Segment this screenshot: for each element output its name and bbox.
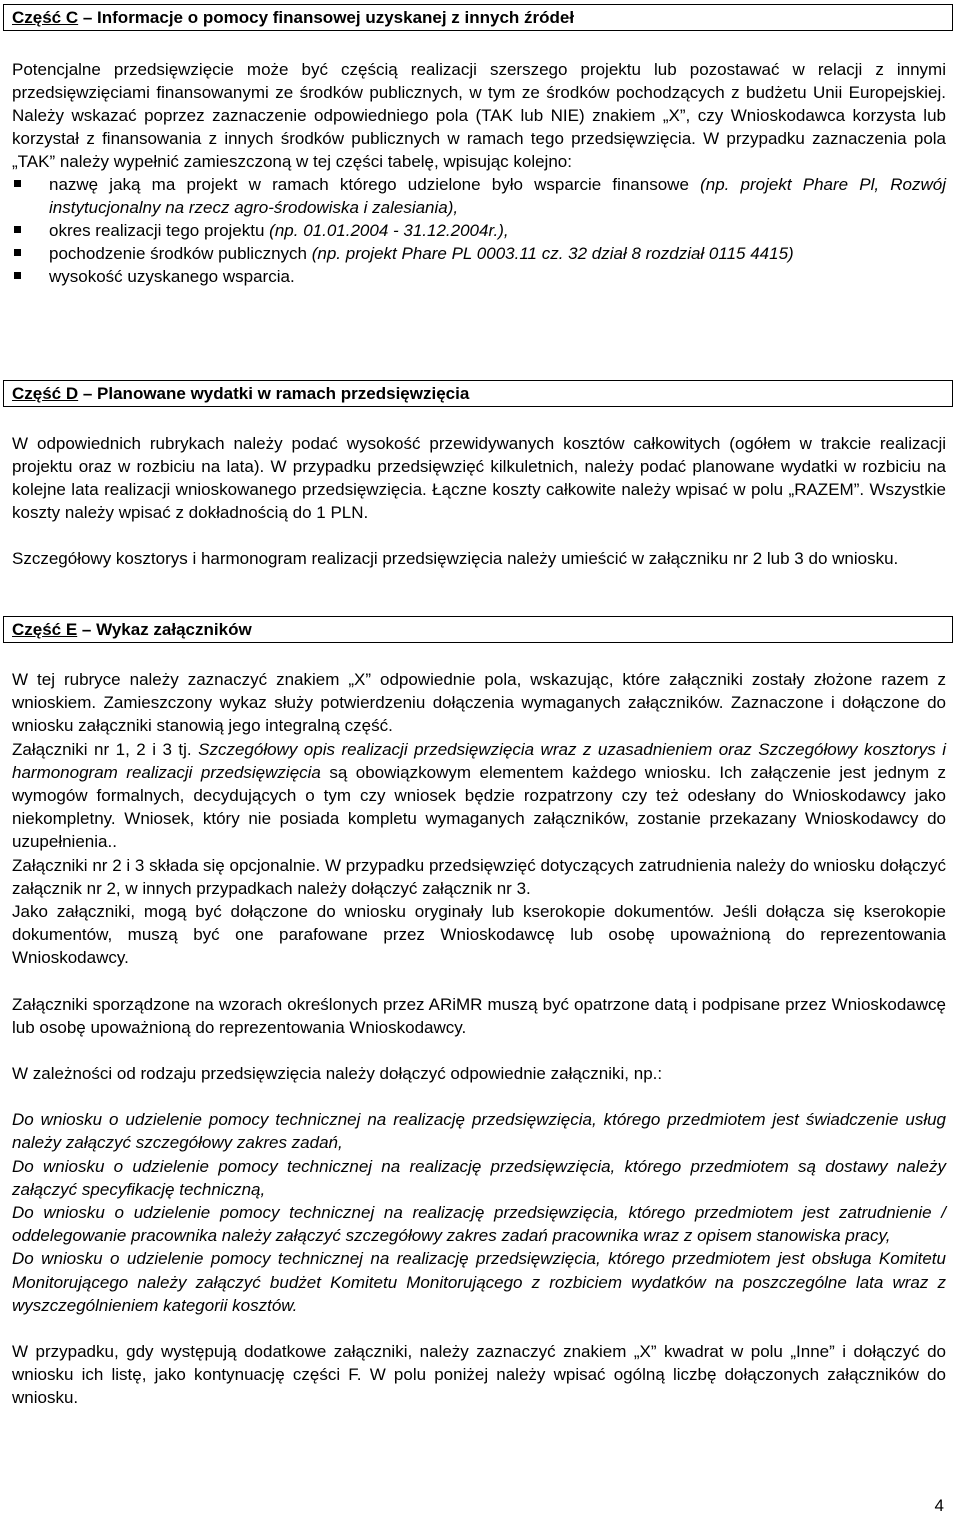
bullet-item bbox=[12, 173, 946, 219]
section-d-title: – Planowane wydatki w ramach przedsięwzięcia bbox=[78, 384, 470, 403]
section-c-header bbox=[3, 4, 953, 31]
attachments-intro: Załączniki nr 1, 2 i 3 tj. bbox=[12, 739, 199, 759]
section-d-header bbox=[3, 380, 953, 407]
example-attachment-item: Do wniosku o udzielenie pomocy technicznej na realizację przedsięwzięcia, którego przedmiotem są dostawy należy załączyć specyfikację techniczną, bbox=[12, 1156, 946, 1199]
section-d-label: Część D bbox=[12, 384, 79, 403]
section-e-label: Część E bbox=[12, 620, 78, 639]
bullet-text: okres realizacji tego projektu bbox=[49, 221, 270, 240]
bullet-example: (np. projekt Phare PL 0003.11 cz. 32 dział 8 rozdział 0115 4415) bbox=[311, 244, 794, 263]
section-d-paragraph-2: Szczegółowy kosztorys i harmonogram realizacji przedsięwzięcia należy umieścić w załączniku nr 2 lub 3 do wniosku. bbox=[12, 549, 899, 568]
spacer bbox=[12, 1317, 946, 1340]
section-c-body bbox=[12, 58, 946, 288]
bullet-text: nazwę jaką ma projekt w ramach którego udzielone było wsparcie finansowe bbox=[49, 175, 701, 194]
spacer bbox=[12, 1085, 946, 1108]
section-c-bullet-list bbox=[12, 173, 946, 288]
bullet-item bbox=[12, 265, 946, 288]
section-d-paragraph-1: W odpowiednich rubrykach należy podać wysokość przewidywanych kosztów całkowitych (ogółem w trakcie realizacji projektu oraz w rozbiciu na lata). W przypadku przedsięwzięć kilkuletnich, należy podać planowane wydatki w rozbiciu na kolejne lata realizacji wnioskowanego przedsięwzięcia. Łączne koszty całkowite należy wpisać w polu „RAZEM”. Wszystkie koszty należy wpisać z dokładnością do 1 PLN. bbox=[12, 434, 946, 522]
page-number: 4 bbox=[934, 1496, 944, 1515]
section-e-body bbox=[12, 668, 946, 1410]
section-e-paragraph-7: W przypadku, gdy występują dodatkowe załączniki, należy zaznaczyć znakiem „X” kwadrat w polu „Inne” i dołączyć do wniosku ich listę, jako kontynuację części F. W polu poniżej należy wpisać ogólną liczbę dołączonych załączników do wniosku. bbox=[12, 1342, 946, 1408]
section-e-paragraph-2 bbox=[12, 738, 946, 854]
example-attachment-item: Do wniosku o udzielenie pomocy technicznej na realizację przedsięwzięcia, którego przedmiotem jest obsługa Komitetu Monitorującego należy załączyć budżet Komitetu Monitorującego z rozbiciem wydatków na poszczególne lata wraz z wyszczególnieniem kategorii kosztów. bbox=[12, 1249, 946, 1315]
spacer bbox=[12, 1039, 946, 1062]
section-c-title: – Informacje o pomocy finansowej uzyskanej z innych źródeł bbox=[78, 8, 575, 27]
bullet-text: wysokość uzyskanego wsparcia. bbox=[49, 267, 295, 286]
bullet-item bbox=[12, 219, 946, 242]
example-attachment-item: Do wniosku o udzielenie pomocy technicznej na realizację przedsięwzięcia, którego przedmiotem jest świadczenie usług należy załączyć szczegółowy zakres zadań, bbox=[12, 1110, 946, 1153]
example-attachment-item: Do wniosku o udzielenie pomocy technicznej na realizację przedsięwzięcia, którego przedmiotem jest zatrudnienie / oddelegowanie pracownika należy załączyć szczegółowy zakres zadań pracownika wraz z opisem stanowiska pracy, bbox=[12, 1203, 946, 1246]
bullet-example: (np. 01.01.2004 - 31.12.2004r.), bbox=[269, 221, 509, 240]
bullet-example: (np. projekt Phare Pl, Rozwój instytucjonalny na rzecz agro-środowiska i zalesiania), bbox=[49, 175, 947, 217]
section-c-paragraph: Potencjalne przedsięwzięcie może być częścią realizacji szerszego projektu lub pozostawać w relacji z innymi przedsięwzięciami finansowanymi ze środków publicznych, w tym ze środków pochodzących z budżetu Unii Europejskiej. Należy wskazać poprzez zaznaczenie odpowiedniego pola (TAK lub NIE) znakiem „X”, czy Wnioskodawca korzysta lub korzystał z finansowania z innych środków publicznych w ramach tego przedsięwzięcia. W przypadku zaznaczenia pola „TAK” należy wypełnić zamieszczoną w tej części tabelę, wpisując kolejno: bbox=[12, 60, 946, 171]
section-e-paragraph-6: W zależności od rodzaju przedsięwzięcia należy dołączyć odpowiednie załączniki, np.: bbox=[12, 1064, 663, 1084]
section-e-paragraph-3: Załączniki nr 2 i 3 składa się opcjonalnie. W przypadku przedsięwzięć dotyczących zatrudnienia należy do wniosku dołączyć załącznik nr 2, w innych przypadkach należy dołączyć załącznik nr 3. bbox=[12, 855, 946, 898]
attachments-titles: Szczegółowy opis realizacji przedsięwzięcia wraz z uzasadnieniem oraz Szczegółowy kosztorys i harmonogram realizacji przedsięwzięcia bbox=[12, 739, 947, 782]
section-e-paragraph-4: Jako załączniki, mogą być dołączone do wniosku oryginały lub kserokopie dokumentów. Jeśli dołącza się kserokopie dokumentów, muszą być one parafowane przez Wnioskodawcę lub osobę upoważnioną do reprezentowania Wnioskodawcy. bbox=[12, 902, 946, 968]
section-e-title: – Wykaz załączników bbox=[77, 620, 252, 639]
bullet-item bbox=[12, 242, 946, 265]
spacer bbox=[12, 970, 946, 993]
attachments-requirement: są obowiązkowym elementem każdego wniosku. Ich załączenie jest jednym z wymogów formalnych, decydujących o tym czy wniosek będzie rozpatrzony czy też odesłany do Wnioskodawcy jako niekompletny. Wniosek, który nie posiada kompletu wymaganych załączników, zostanie przekazany Wnioskodawcy do uzupełnienia.. bbox=[12, 762, 946, 852]
section-e-header bbox=[3, 616, 953, 643]
bullet-text: pochodzenie środków publicznych bbox=[49, 244, 312, 263]
section-c-label: Część C bbox=[12, 8, 79, 27]
section-e-paragraph-1: W tej rubryce należy zaznaczyć znakiem „X” odpowiednie pola, wskazując, które załączniki zostały złożone razem z wnioskiem. Zamieszczony wykaz służy potwierdzeniu dołączenia wymaganych załączników. Zaznaczone i dołączone do wniosku załączniki stanowią jego integralną część. bbox=[12, 670, 946, 736]
section-e-paragraph-5: Załączniki sporządzone na wzorach określonych przez ARiMR muszą być opatrzone datą i podpisane przez Wnioskodawcę lub osobę upoważnioną do reprezentowania Wnioskodawcy. bbox=[12, 994, 946, 1037]
